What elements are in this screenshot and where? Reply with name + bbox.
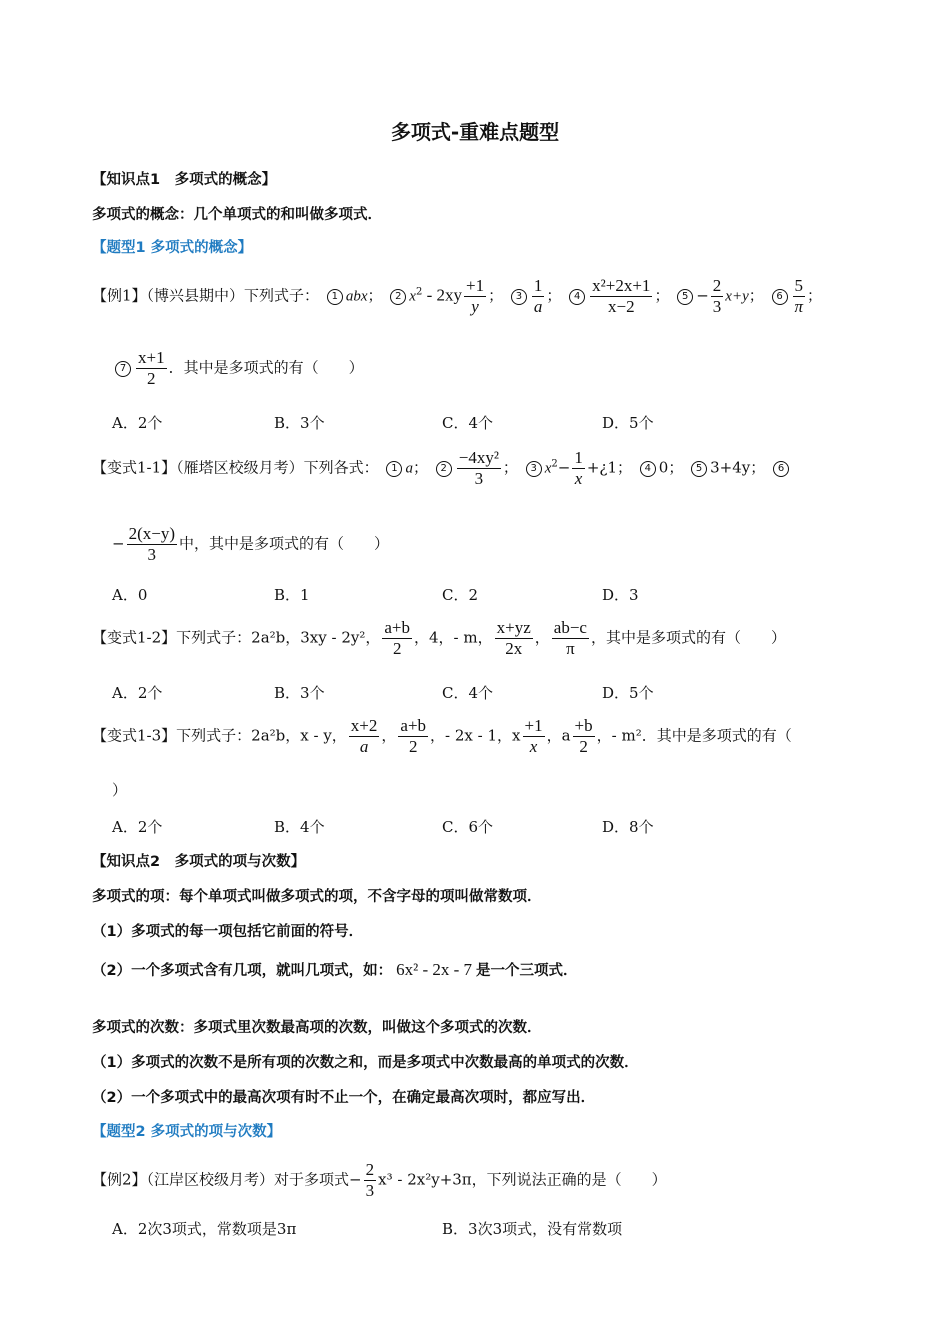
- v13-frac-2: $\frac{a+b}{2}$: [400, 716, 427, 756]
- variant-1-2-prefix: 【变式1-2】下列式子：: [92, 628, 252, 647]
- example-1-options: [112, 412, 872, 432]
- option-c: C．4个: [442, 414, 494, 432]
- variant-1-2-line: 【变式1-2】下列式子：2a²b，3xy - 2y²， $\frac{a+b}{2}$ ，4，- m， $\frac{x+yz}{2x}$ ， $\frac{ab-c}{\pi}$ ，其中是多项式的有（ ）: [92, 618, 786, 658]
- expr-5-tail: x+y: [725, 288, 749, 305]
- circle-6-icon: 6: [772, 289, 788, 305]
- v13-frac-4: $\frac{+b}{2}$: [574, 716, 593, 756]
- v13-terms-a: 2a²b，x - y，: [251, 726, 347, 745]
- option-c: C．6个: [442, 818, 494, 836]
- v13-terms-b: ，- 2x - 1，x: [430, 726, 521, 745]
- knowledge-point-2-heading: 【知识点2 多项式的项与次数】: [92, 854, 306, 870]
- question-type-2-heading: 【题型2 多项式的项与次数】: [92, 1124, 282, 1140]
- circle-5-icon: 5: [691, 461, 707, 477]
- option-b: B．4个: [274, 818, 325, 836]
- circle-1-icon: 1: [327, 289, 343, 305]
- expr-1: abx: [345, 288, 368, 305]
- v13-frac-3: $\frac{+1}{x}$: [524, 716, 543, 756]
- example-2-line: [92, 1160, 667, 1201]
- v12-frac-2: $\frac{x+yz}{2x}$: [496, 618, 531, 658]
- example-1-question: ．其中是多项式的有（ ）: [168, 358, 364, 377]
- option-a: A．2个: [112, 818, 163, 836]
- v12-terms-a: 2a²b，3xy - 2y²，: [251, 628, 381, 647]
- v11-expr-6-frac: $\frac{2(x-y)}{3}$: [128, 524, 175, 564]
- option-d: D．8个: [602, 818, 654, 836]
- expr-6-frac: $\frac{5}{\pi}$: [794, 276, 804, 316]
- knowledge-point-1-heading: 【知识点1 多项式的概念】: [92, 172, 277, 188]
- v11-expr-1: a: [405, 460, 413, 477]
- variant-1-1-options: [112, 584, 872, 604]
- variant-1-2-options: [112, 682, 872, 702]
- degree-rule-2: （2）一个多项式中的最高次项有时不止一个，在确定最高次项时，都应写出．: [92, 1090, 596, 1106]
- example-1-line-2: [112, 348, 364, 389]
- degree-definition: 多项式的次数：多项式里次数最高项的次数，叫做这个多项式的次数．: [92, 1020, 542, 1036]
- option-b: B．3个: [274, 684, 325, 702]
- circle-3-icon: 3: [511, 289, 527, 305]
- variant-1-3-line: 【变式1-3】下列式子：2a²b，x - y， $\frac{x+2}{a}$ ， $\frac{a+b}{2}$ ，- 2x - 1，x $\frac{+1}{x}$ ，a $\frac{+b}{2}$ ，- m²．其中是多项式的有（: [92, 716, 792, 756]
- expr-2-frac: $\frac{+1}{y}$: [466, 276, 485, 316]
- example-2-prefix: 【例2】（江岸区校级月考）对于多项式−: [92, 1170, 362, 1189]
- circle-6-icon: 6: [773, 461, 789, 477]
- variant-1-2-question: ，其中是多项式的有（ ）: [590, 628, 786, 647]
- circle-4-icon: 4: [640, 461, 656, 477]
- polynomial-definition: 多项式的概念：几个单项式的和叫做多项式．: [92, 207, 382, 223]
- v12-terms-b: ，4，- m，: [414, 628, 493, 647]
- v12-frac-1: $\frac{a+b}{2}$: [384, 618, 411, 658]
- option-c: C．4个: [442, 684, 494, 702]
- option-a: A．2次3项式，常数项是3π: [112, 1220, 297, 1238]
- expr-5-frac: $\frac{2}{3}$: [712, 276, 722, 316]
- variant-1-1-question: 中，其中是多项式的有（ ）: [179, 534, 390, 553]
- example-2-options: [112, 1218, 872, 1238]
- example-1-prefix: 【例1】（博兴县期中）下列式子：: [92, 286, 320, 305]
- option-b: B．3次3项式，没有常数项: [442, 1220, 623, 1238]
- option-a: A．0: [112, 586, 148, 604]
- v12-frac-3: $\frac{ab-c}{\pi}$: [553, 618, 587, 658]
- expr-4-frac: $\frac{\text{x²+2x+1}}{x-2}$: [592, 276, 651, 316]
- variant-1-1-prefix: 【变式1-1】（雁塔区校级月考）下列各式：: [92, 458, 379, 477]
- option-a: A．2个: [112, 414, 163, 432]
- v13-frac-1: $\frac{x+2}{a}$: [350, 716, 378, 756]
- example-polynomial: 6x² - 2x - 7: [396, 960, 473, 979]
- circle-3-icon: 3: [526, 461, 542, 477]
- ex2-frac: $\frac{2}{3}$: [365, 1160, 375, 1200]
- variant-1-3-question: ，- m²．其中是多项式的有（: [596, 726, 792, 745]
- expr-2b: - 2xy: [422, 285, 462, 305]
- variant-1-3-close: ）: [112, 781, 128, 799]
- variant-1-3-prefix: 【变式1-3】下列式子：: [92, 726, 252, 745]
- example-2-question: x³ - 2x²y+3π，下列说法正确的是（ ）: [378, 1170, 667, 1189]
- v11-expr-3a: x: [544, 460, 552, 477]
- circle-7-icon: 7: [115, 361, 131, 377]
- example-1-line: 【例1】（博兴县期中）下列式子： 1 abx； 2 $x^2 - 2xy$ $\frac{+1}{y}$ ； 3 $\frac{1}{a}$ ； 4 $\frac{\text{x²+2x+1}}{x-2}$ ； 5 − $\frac{2}{3}$ x+y； 6 $\frac{5}{\pi}$ ；: [92, 276, 823, 316]
- v13-terms-c: ，a: [546, 726, 571, 745]
- variant-1-1-line-2: − $\frac{2(x-y)}{3}$ 中，其中是多项式的有（ ）: [112, 524, 390, 564]
- circle-1-icon: 1: [386, 461, 402, 477]
- option-d: D．3: [602, 586, 639, 604]
- circle-2-icon: 2: [436, 461, 452, 477]
- v11-expr-3-tail: +¿1: [586, 458, 617, 477]
- v11-expr-5: 3+4y: [710, 458, 751, 477]
- expr-7-frac: $\frac{x+1}{2}$: [138, 348, 165, 388]
- variant-1-1-line: 【变式1-1】（雁塔区校级月考）下列各式： 1 a； 2 $\frac{\text{−4xy²}}{3}$ ； 3 $x^2-$ $\frac{1}{x}$ +¿1； 4 0； 5 3+4y； 6: [92, 448, 792, 489]
- question-type-1-heading: 【题型1 多项式的概念】: [92, 240, 253, 256]
- expr-2a: x: [409, 288, 416, 305]
- term-rule-2: （2）一个多项式含有几项，就叫几项式，如： 6x² - 2x - 7 是一个三项式．: [92, 960, 578, 979]
- v11-expr-4: 0: [658, 458, 669, 477]
- term-definition: 多项式的项：每个单项式叫做多项式的项，不含字母的项叫做常数项．: [92, 889, 542, 905]
- page-title: 多项式-重难点题型: [390, 120, 560, 144]
- degree-rule-1: （1）多项式的次数不是所有项的次数之和，而是多项式中次数最高的单项式的次数．: [92, 1055, 639, 1071]
- term-rule-1: （1）多项式的每一项包括它前面的符号．: [92, 924, 364, 940]
- option-d: D．5个: [602, 684, 654, 702]
- option-d: D．5个: [602, 414, 654, 432]
- option-c: C．2: [442, 586, 479, 604]
- variant-1-3-options: [112, 816, 872, 836]
- circle-4-icon: 4: [569, 289, 585, 305]
- v11-expr-3-frac: $\frac{1}{x}$: [574, 448, 583, 488]
- expr-3-frac: $\frac{1}{a}$: [533, 276, 543, 316]
- circle-5-icon: 5: [677, 289, 693, 305]
- option-a: A．2个: [112, 684, 163, 702]
- circle-2-icon: 2: [390, 289, 406, 305]
- option-b: B．1: [274, 586, 310, 604]
- option-b: B．3个: [274, 414, 325, 432]
- v11-expr-2-frac: $\frac{\text{−4xy²}}{3}$: [458, 448, 499, 488]
